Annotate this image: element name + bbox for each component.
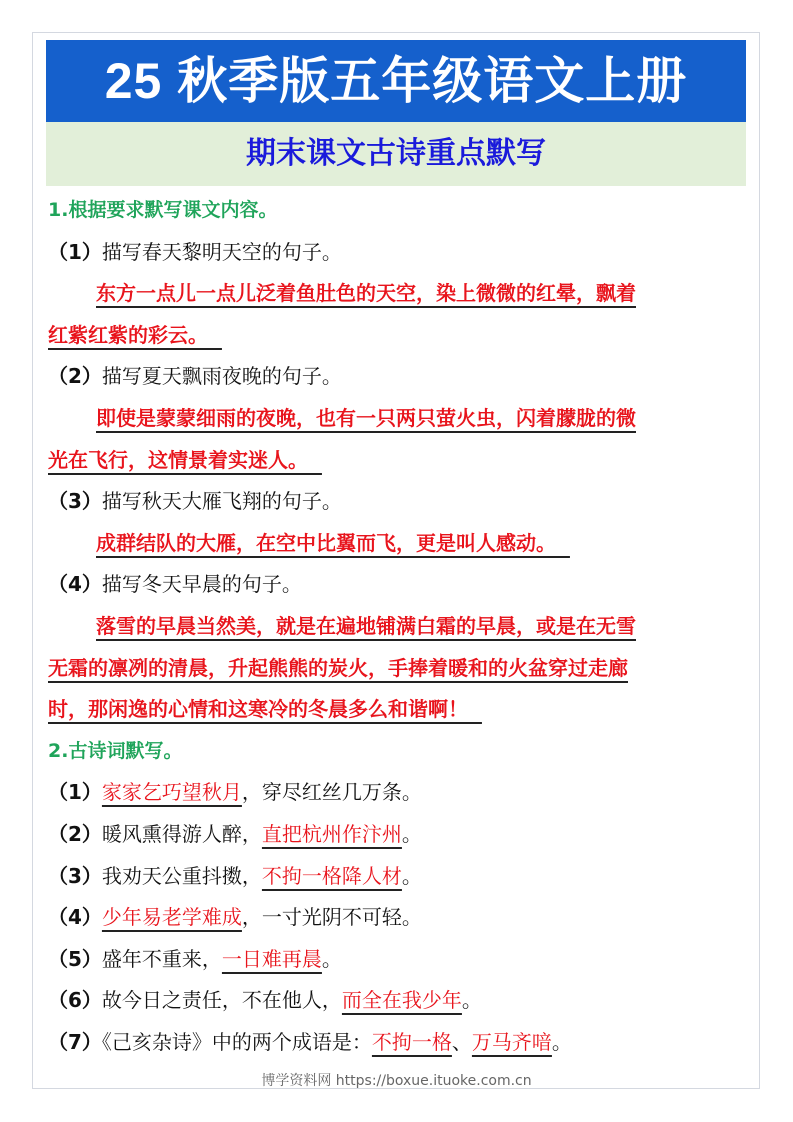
question-1-2 (48, 356, 748, 398)
section-heading-2: 2.古诗词默写。 (48, 739, 183, 762)
poem-answer: 不拘一格降人材 (261, 863, 402, 888)
question-number: （3） (48, 489, 102, 514)
worksheet-content (48, 190, 748, 1063)
answer-text: 红紫红紫的彩云。 (48, 322, 222, 347)
poem-answer: 不拘一格 (371, 1029, 452, 1054)
poem-text: 我劝天公重抖擞， (101, 863, 262, 888)
poem-text: 。 (401, 821, 422, 846)
question-number: （7） (48, 1029, 102, 1054)
answer-line (48, 315, 748, 357)
answer-line (48, 606, 748, 648)
answer-text: 成群结队的大雁，在空中比翼而飞，更是叫人感动。 (96, 530, 570, 555)
poem-text: 盛年不重来， (101, 946, 222, 971)
page-subtitle: 期末课文古诗重点默写 (246, 136, 546, 171)
answer-line (48, 648, 748, 690)
poem-item-1 (48, 772, 748, 814)
poem-item-2 (48, 814, 748, 856)
poem-answer: 一日难再晨 (221, 946, 322, 971)
answer-text: 东方一点儿一点儿泛着鱼肚色的天空，染上微微的红晕，飘着 (96, 281, 636, 306)
question-number: （2） (48, 821, 102, 846)
poem-answer: 而全在我少年 (341, 988, 462, 1013)
question-1-4 (48, 564, 748, 606)
question-number: （1） (48, 239, 102, 264)
question-number: （3） (48, 863, 102, 888)
title-banner (46, 40, 746, 122)
answer-line (48, 523, 748, 565)
question-number: （4） (48, 572, 102, 597)
poem-text: 暖风熏得游人醉， (101, 821, 262, 846)
question-1-3 (48, 481, 748, 523)
poem-text: ，穿尽红丝几万条。 (241, 780, 422, 805)
poem-text: 故今日之责任，不在他人， (101, 988, 342, 1013)
poem-text: 《己亥杂诗》中的两个成语是： (101, 1029, 372, 1054)
answer-line (48, 273, 748, 315)
poem-answer: 少年易老学难成 (101, 905, 242, 930)
question-number: （2） (48, 364, 102, 389)
footer-watermark: 博学资料网 https://boxue.ituoke.com.cn (261, 1073, 532, 1089)
question-prompt: 描写秋天大雁飞翔的句子。 (101, 489, 342, 514)
question-number: （5） (48, 946, 102, 971)
question-prompt: 描写夏天飘雨夜晚的句子。 (101, 364, 342, 389)
section-heading-1: 1.根据要求默写课文内容。 (48, 199, 278, 221)
answer-text: 无霜的凛冽的清晨，升起熊熊的炭火，手捧着暖和的火盆穿过走廊 (48, 655, 628, 680)
answer-line (48, 689, 748, 731)
poem-text: 。 (321, 946, 342, 971)
answer-text: 时，那闲逸的心情和这寒冷的冬晨多么和谐啊！ (48, 697, 482, 722)
poem-text: 。 (461, 988, 482, 1013)
poem-item-3 (48, 856, 748, 898)
answer-line (48, 440, 748, 482)
question-number: （4） (48, 905, 102, 930)
poem-item-6 (48, 980, 748, 1022)
answer-text: 即使是蒙蒙细雨的夜晚，也有一只两只萤火虫，闪着朦胧的微 (96, 405, 636, 430)
poem-answer: 直把杭州作汴州 (261, 821, 402, 846)
poem-text: 、 (451, 1029, 472, 1054)
poem-answer: 家家乞巧望秋月 (101, 780, 242, 805)
poem-answer: 万马齐喑 (471, 1029, 552, 1054)
poem-text: 。 (551, 1029, 572, 1054)
subtitle-banner (46, 122, 746, 186)
poem-text: ，一寸光阴不可轻。 (241, 905, 422, 930)
answer-line (48, 398, 748, 440)
answer-text: 落雪的早晨当然美，就是在遍地铺满白霜的早晨，或是在无雪 (96, 613, 636, 638)
question-prompt: 描写冬天早晨的句子。 (101, 572, 302, 597)
poem-item-4 (48, 897, 748, 939)
poem-item-5 (48, 939, 748, 981)
question-number: （6） (48, 988, 102, 1013)
poem-text: 。 (401, 863, 422, 888)
page-title: 25 秋季版五年级语文上册 (104, 53, 688, 109)
poem-item-7 (48, 1022, 748, 1064)
question-number: （1） (48, 780, 102, 805)
question-1-1 (48, 232, 748, 274)
question-prompt: 描写春天黎明天空的句子。 (101, 239, 342, 264)
answer-text: 光在飞行，这情景着实迷人。 (48, 447, 322, 472)
